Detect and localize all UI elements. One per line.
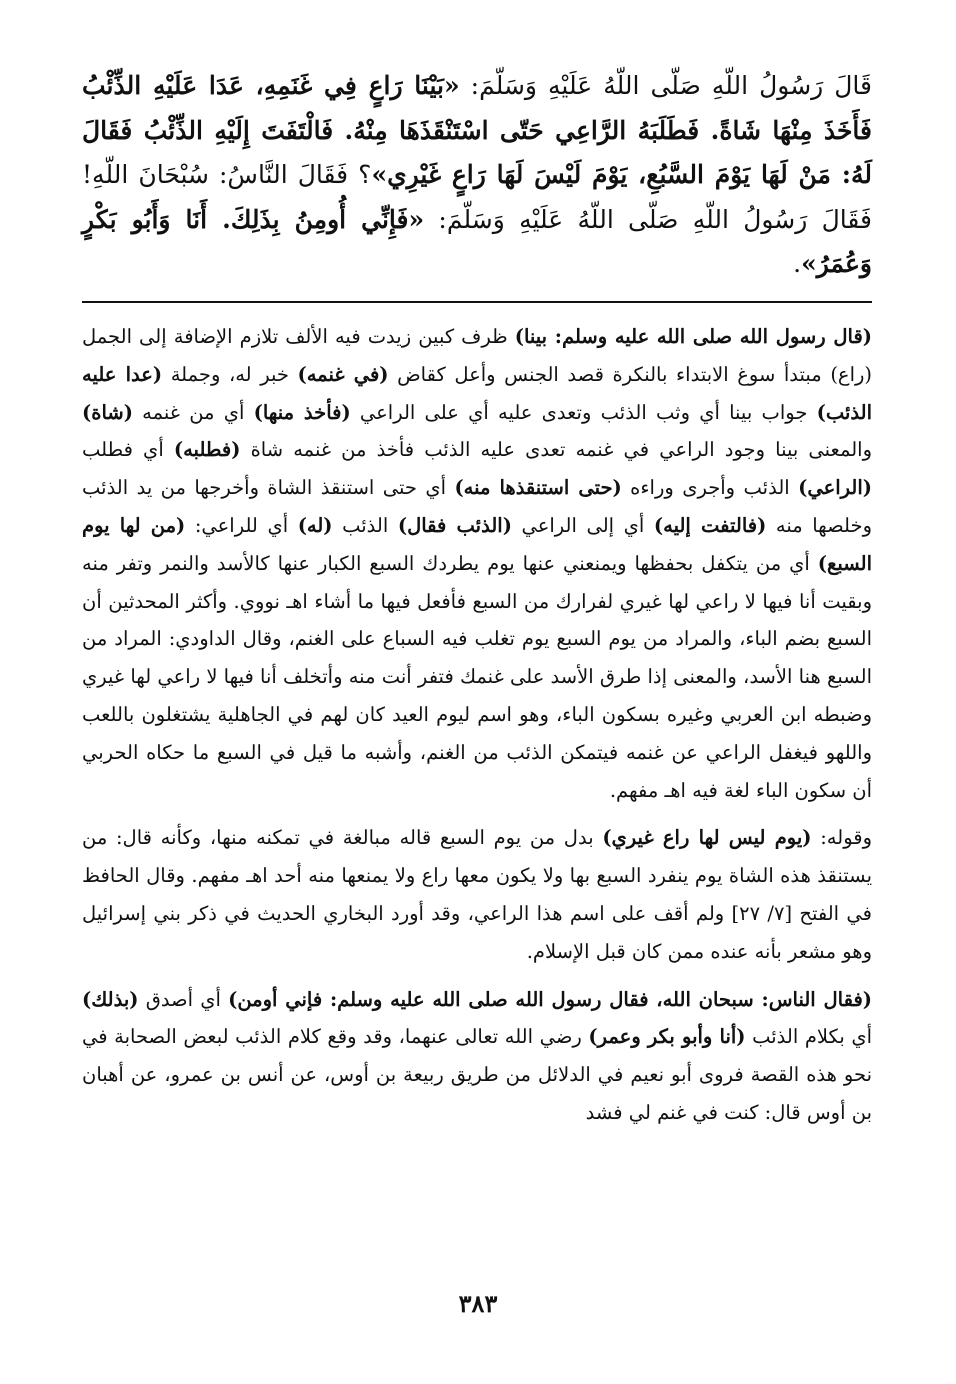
commentary-paragraph-3 [82, 981, 872, 1132]
bold-matn-quote: (فطلبه) [173, 438, 241, 462]
bold-matn-quote: (فقال الناس: سبحان الله، فقال رسول الله صلى الله عليه وسلم: فإني أومن) [228, 987, 872, 1011]
commentary-text: أي بكلام الذئب [745, 1025, 873, 1049]
bold-matn-quote: (أنا وأبو بكر وعمر) [588, 1025, 746, 1049]
commentary-text: الذئب [332, 513, 398, 537]
commentary-text: خبر له، وجملة [162, 362, 298, 386]
page-number: ٣٨٣ [458, 1289, 498, 1318]
bold-matn-quote: (فأخذ منها) [253, 400, 351, 424]
hadith-intro: قَالَ رَسُولُ اللّهِ صَلّى اللّهُ عَلَيْهِ وَسَلّمَ: [459, 71, 872, 100]
commentary-text: جواب بينا أي وثب الذئب وتعدى عليه أي على الراعي [350, 400, 817, 424]
commentary-text: أي من غنمه [132, 400, 254, 424]
bold-matn-quote: (شاة) [82, 400, 133, 424]
hadith-text [82, 64, 872, 287]
commentary-text: أي للراعي: [185, 513, 298, 537]
hadith-end: . [793, 249, 802, 278]
commentary-text: رضي الله تعالى عنهما، وقد وقع كلام الذئب لبعض الصحابة في نحو هذه القصة فروى أبو نعيم في الدلائل من طريق ربيعة بن أوس، عن أنس بن عمرو، عن أهبان بن أوس قال: كنت في غنم لي فشد [82, 1025, 872, 1124]
commentary-text: الذئب وأجرى وراءه [621, 476, 799, 500]
bold-matn-quote: (حتى استنقذها منه) [454, 476, 622, 500]
commentary-text: أي إلى الراعي [511, 513, 654, 537]
bold-matn-quote: (عدا عليه الذئب) [82, 362, 872, 424]
commentary-paragraph-1 [82, 318, 872, 809]
bold-matn-quote: (يوم ليس لها راع غيري) [602, 826, 812, 850]
hadith-quote-belief: «فَإِنِّي أُومِنُ بِذَلِكَ. أَنَا وَأَبُو بَكْرٍ وَعُمَرُ» [82, 204, 872, 278]
footnote-divider [82, 301, 872, 303]
commentary-text: أي فطلب [82, 438, 174, 462]
commentary-text: بدل من يوم السبع قاله مبالغة في تمكنه منها، وكأنه قال: من يستنقذ هذه الشاة يوم ينفرد السبع بها ولا يكون معها راع ولا يمنعها منه أحد اهـ مفهم. وقال الحافظ في الفتح [٧/ ٢٧] ولم أقف على اسم هذا الراعي، وقد أورد البخاري الحديث في ذكر بني إسرائيل وهو مشعر بأنه عنده ممن كان قبل الإسلام. [82, 826, 872, 963]
commentary-text: والمعنى بينا وجود الراعي في غنمه تعدى عليه الذئب فأخذ من غنمه شاة [240, 438, 873, 462]
commentary-text: أي حتى استنقذ الشاة وأخرجها من يد الذئب وخلصها منه [82, 476, 872, 537]
commentary-text: أي أصدق [138, 987, 229, 1011]
commentary [82, 318, 872, 1142]
bold-matn-quote: (الذئب فقال) [397, 513, 512, 537]
hadith-middle: ؟ فَقَالَ النَّاسُ: سُبْحَانَ اللّهِ! فَقَالَ رَسُولُ اللّهِ صَلّى اللّهُ عَلَيْهِ وَسَلّمَ: [82, 160, 873, 234]
commentary-text: أي من يتكفل بحفظها ويمنعني عنها يوم يطردك السبع الكبار عنها كالأسد والنمر وتفر منه وبقيت أنا فيها لا راعي لها غيري لفرارك من السبع فأفعل فيها ما أشاء اهـ نووي. وأكثر المحدثين أن السبع بضم الباء، والمراد من يوم السبع يوم تغلب فيه السباع على الغنم، وقال الداودي: المراد من السبع هنا الأسد، والمعنى إذا طرق الأسد على غنمك فتفر أنت منه وأتخلف أنا فيها لا راعي لها غيري وضبطه ابن العربي وغيره بسكون الباء، وهو اسم ليوم العيد كان لهم في الجاهلية يشتغلون باللعب واللهو فيغفل الراعي عن غنمه فيتمكن الذئب من الغنم، وأشبه ما قيل في السبع ما حكاه الحربي أن سكون الباء لغة فيه اهـ مفهم. [82, 551, 872, 802]
hadith-quote-wolf: «بَيْنَا رَاعٍ فِي غَنَمِهِ، عَدَا عَلَيْهِ الذِّئْبُ فَأَخَذَ مِنْهَا شَاةً. فَطَلَبَهُ الرَّاعِي حَتّى اسْتَنْقَذَهَا مِنْهُ. فَالْتَفَتَ إِلَيْهِ الذِّئْبُ فَقَالَ لَهُ: مَنْ لَهَا يَوْمَ السَّبُعِ، يَوْمَ لَيْسَ لَهَا رَاعٍ غَيْرِي» [82, 71, 872, 189]
commentary-paragraph-2 [82, 819, 872, 970]
commentary-text: وقوله: [811, 826, 873, 850]
bold-matn-quote: (له) [297, 513, 333, 537]
bold-matn-quote: (فالتفت إليه) [653, 513, 767, 537]
bold-matn-quote: (الراعي) [798, 476, 872, 500]
bold-matn-quote: (بذلك) [82, 987, 139, 1011]
bold-matn-quote: (قال رسول الله صلى الله عليه وسلم: بينا) [514, 325, 873, 348]
bold-matn-quote: (من لها يوم السبع) [82, 513, 872, 575]
commentary-text: ظرف كبين زيدت فيه الألف تلازم الإضافة إلى الجمل (راع) مبتدأ سوغ الابتداء بالنكرة قصد الجنس وأعل كقاض [82, 325, 873, 386]
bold-matn-quote: (في غنمه) [297, 362, 389, 386]
